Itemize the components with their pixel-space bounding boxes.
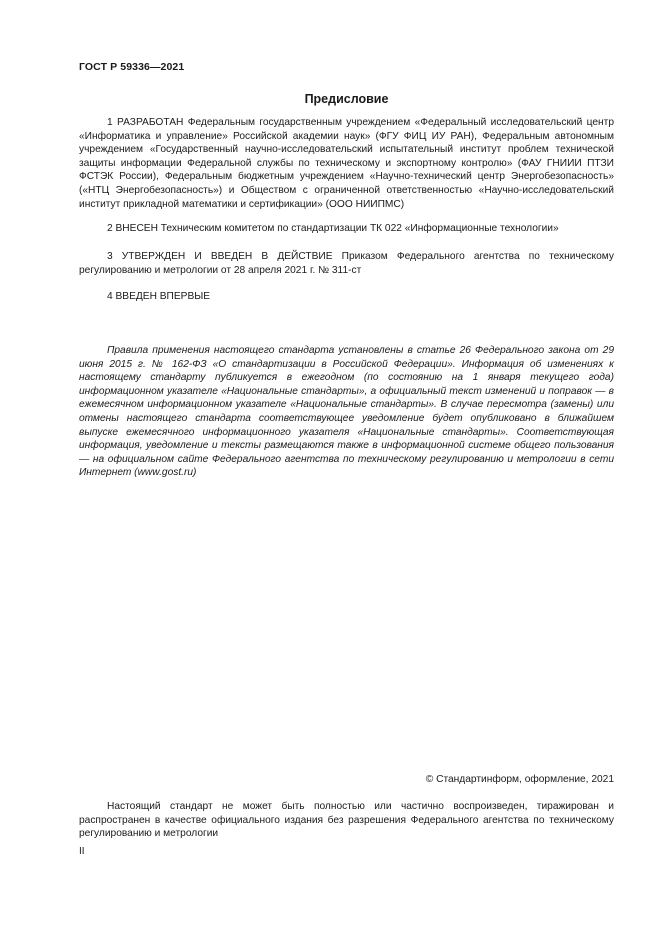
application-rules-notice: Правила применения настоящего стандарта установлены в статье 26 Федерального закона от 29 июня 2015 г. № 162-ФЗ «О стандартизации в Российской Федерации». Информация об изменениях к настоящему стандарту публикуется в ежегодном (по состоянию на 1 января текущего года) информационном указателе «Национальные стандарты», а официальный текст изменений и поправок — в ежемесячном информационном указателе «Национальные стандарты». В случае пересмотра (замены) или отмены настоящего стандарта соответствующее уведомление будет опубликовано в ближайшем выпуске ежемесячного информационного указателя «Национальные стандарты». Соответствующая информация, уведомление и тексты размещаются также в информационной системе общего пользования — на официальном сайте Федерального агентства по техническому регулированию и метрологии в сети Интернет (www.gost.ru) [79,345,614,479]
paragraph-approved: 3 УТВЕРЖДЕН И ВВЕДЕН В ДЕЙСТВИЕ Приказом Федерального агентства по техническому регулированию и метрологии от 28 апреля 2021 г. № 311-ст [79,251,614,276]
reproduction-notice: Настоящий стандарт не может быть полностью или частично воспроизведен, тиражирован и распространен в качестве официального издания без разрешения Федерального агентства по техническому регулированию и метрологии [79,801,614,840]
document-code: ГОСТ Р 59336—2021 [79,61,185,73]
paragraph-introduced-by: 2 ВНЕСЕН Техническим комитетом по стандартизации ТК 022 «Информационные технологии» [107,223,559,234]
paragraph-first-introduced: 4 ВВЕДЕН ВПЕРВЫЕ [107,291,211,302]
page-number: II [79,846,85,857]
copyright-line: © Стандартинформ, оформление, 2021 [425,774,614,785]
paragraph-developed-by: 1 РАЗРАБОТАН Федеральным государственным учреждением «Федеральный исследовательский центр «Информатика и управление» Российской академии наук» (ФГУ ФИЦ ИУ РАН), Федеральным автономным учреждением «Государственный научно-исследовательский испытательный институт проблем технической защиты информации Федеральной службы по техническому и экспортному контролю» (ФАУ ГНИИИ ПТЗИ ФСТЭК России), Федеральным бюджетным учреждением «Научно-технический центр Энергобезопасность» («НТЦ Энергобезопасность») и Обществом с ограниченной ответственностью «Научно-исследовательский институт прикладной математики и сертификации» (ООО НИИПМС) [79,117,614,210]
section-title: Предисловие [304,92,389,106]
